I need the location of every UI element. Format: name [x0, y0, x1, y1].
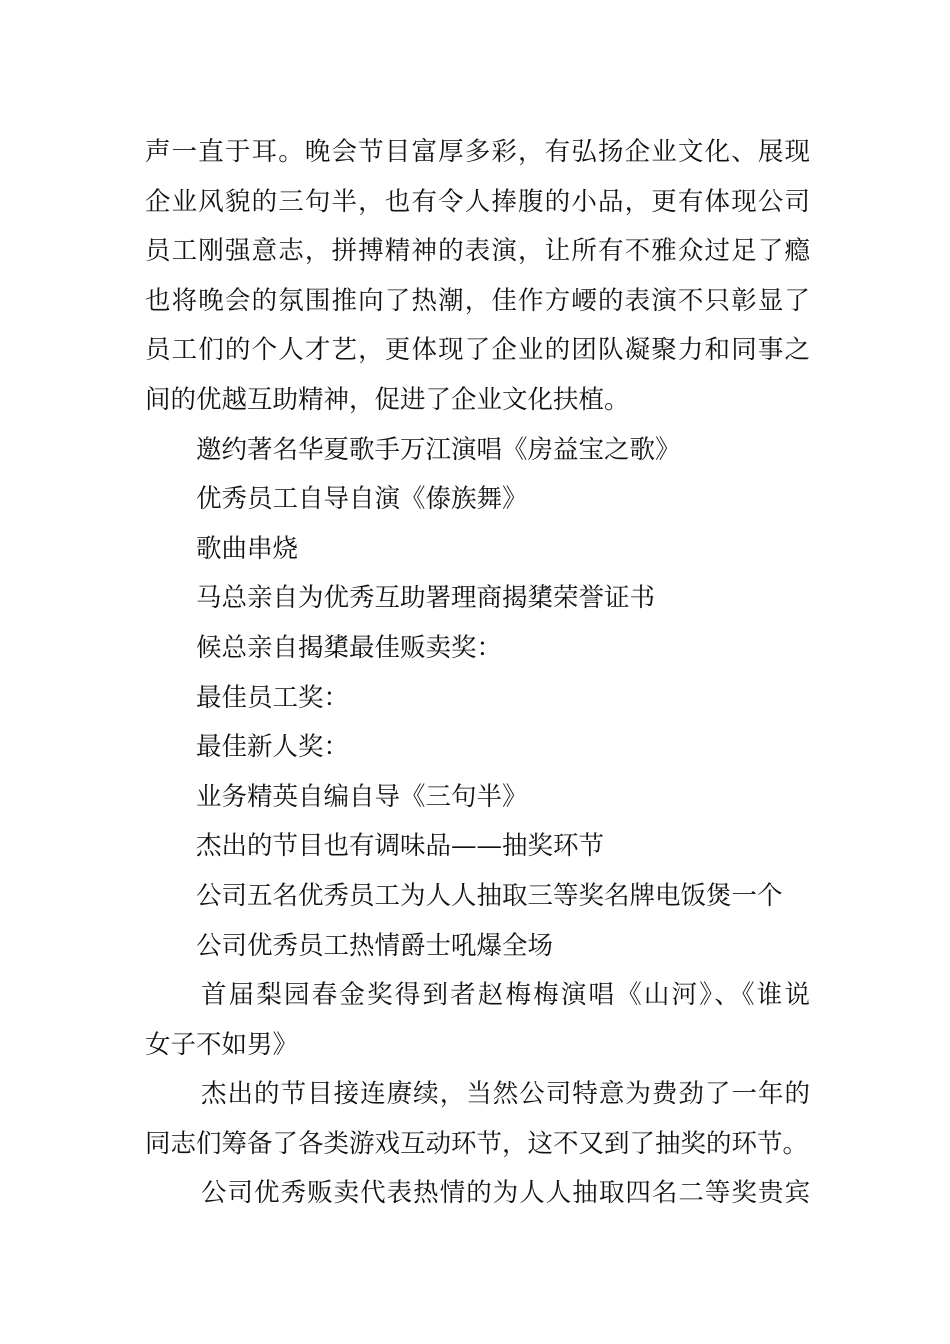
text-line: 杰出的节目接连赓续，当然公司特意为费劲了一年的 — [201, 1079, 810, 1110]
program-item: 候总亲自揭橥最佳贩卖奖： — [196, 632, 503, 663]
program-item: 优秀员工自导自演《傣族舞》 — [196, 484, 528, 515]
program-item: 公司五名优秀员工为人人抽取三等奖名牌电饭煲一个 — [196, 880, 783, 911]
paragraph-intro — [145, 128, 810, 426]
text-line: 间的优越互助精神，促进了企业文化扶植。 — [145, 384, 630, 415]
paragraph-performance — [145, 971, 810, 1070]
text-line: 声一直于耳。晚会节目富厚多彩，有弘扬企业文化、展现 — [145, 137, 810, 167]
text-line: 公司优秀贩卖代表热情的为人人抽取四名二等奖贵宾 — [201, 1178, 810, 1209]
text-line: 同志们筹备了各类游戏互动环节，这不又到了抽奖的环节。 — [145, 1128, 809, 1159]
paragraph-lottery — [145, 1169, 810, 1219]
program-item: 最佳新人奖： — [196, 732, 350, 763]
program-item: 杰出的节目也有调味品——抽奖环节 — [196, 831, 605, 862]
program-item: 歌曲串烧 — [196, 533, 299, 564]
program-item: 邀约著名华夏歌手万江演唱《房益宝之歌》 — [196, 434, 681, 465]
text-line: 也将晚会的氛围推向了热潮，佳作方崾的表演不只彰显了 — [145, 285, 810, 316]
program-item: 马总亲自为优秀互助署理商揭橥荣誉证书 — [196, 583, 656, 614]
program-item: 业务精英自编自导《三句半》 — [196, 781, 528, 812]
program-item: 最佳员工奖： — [196, 682, 350, 713]
text-line: 女子不如男》 — [145, 1029, 299, 1060]
program-list — [145, 426, 810, 972]
paragraph-games — [145, 1070, 810, 1169]
program-item: 公司优秀员工热情爵士吼爆全场 — [196, 930, 554, 961]
text-line: 企业风貌的三句半，也有令人捧腹的小品，更有体现公司 — [145, 186, 810, 217]
text-line: 员工们的个人才艺，更体现了企业的团队凝聚力和同事之 — [145, 335, 810, 366]
text-line: 员工刚强意志，拼搏精神的表演，让所有不雅众过足了瘾 — [145, 236, 810, 267]
document-body — [145, 128, 810, 1219]
text-line: 首届梨园春金奖得到者赵梅梅演唱《山河》、《谁说 — [201, 980, 810, 1011]
